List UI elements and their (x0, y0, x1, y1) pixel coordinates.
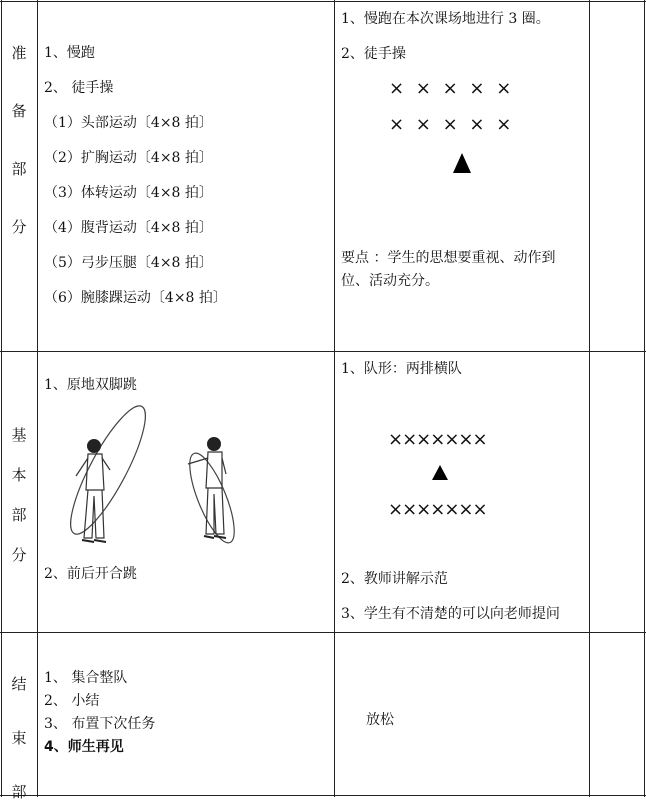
prep-note-2: 位、活动充分。 (341, 273, 439, 289)
section-label-prep: 准 备 部 分 (11, 44, 27, 236)
table-column-divider (334, 0, 335, 797)
formation-row-3: ××××××× (388, 429, 487, 450)
end-item-assemble: 1、 集合整队 (44, 670, 128, 686)
main-item-open-close: 2、前后开合跳 (44, 566, 137, 582)
end-org-relax: 放松 (366, 712, 394, 728)
section-label-end: 结 束 部 (11, 675, 27, 801)
prep-org-line1: 1、慢跑在本次课场地进行 3 圈。 (341, 11, 550, 27)
table-border-top (0, 1, 646, 2)
table-row-divider (0, 351, 646, 352)
section-label-main: 基 本 部 分 (11, 426, 27, 564)
table-border-bottom (0, 795, 646, 796)
prep-item-joints: （6）腕膝踝运动〔4×8 拍〕 (44, 290, 227, 306)
prep-item-chest: （2）扩胸运动〔4×8 拍〕 (44, 150, 213, 166)
prep-item-lunge: （5）弓步压腿〔4×8 拍〕 (44, 255, 213, 271)
rope-jump-figure-2-icon (182, 430, 252, 550)
main-org-line2: 2、教师讲解示范 (341, 571, 448, 587)
prep-item-abdomen: （4）腹背运动〔4×8 拍〕 (44, 220, 213, 236)
table-column-divider (37, 0, 38, 797)
prep-org-line2: 2、徒手操 (341, 46, 406, 62)
prep-item-head: （1）头部运动〔4×8 拍〕 (44, 115, 213, 131)
prep-item-jog: 1、慢跑 (44, 45, 95, 61)
main-org-line1: 1、队形：两排横队 (341, 361, 462, 377)
main-item-jump: 1、原地双脚跳 (44, 377, 137, 393)
table-column-divider (589, 0, 590, 797)
rope-jump-figure-1-icon (64, 400, 154, 550)
table-border-right (644, 0, 645, 797)
formation-row-2: × × × × × (389, 114, 512, 135)
formation-row-4: ××××××× (388, 499, 487, 520)
teacher-triangle-icon (432, 465, 448, 480)
prep-note-1: 要点 ：学生的思想要重视、动作到 (341, 250, 556, 266)
end-item-goodbye: 4、师生再见 (44, 739, 124, 755)
end-item-summary: 2、 小结 (44, 693, 100, 709)
teacher-triangle-icon (453, 153, 471, 173)
table-row-divider (0, 632, 646, 633)
end-item-assign: 3、 布置下次任务 (44, 716, 156, 732)
main-org-line3: 3、学生有不清楚的可以向老师提问 (341, 606, 560, 622)
formation-row-1: × × × × × (389, 78, 512, 99)
prep-item-torso: （3）体转运动〔4×8 拍〕 (44, 185, 213, 201)
prep-item-exercise: 2、 徒手操 (44, 80, 114, 96)
